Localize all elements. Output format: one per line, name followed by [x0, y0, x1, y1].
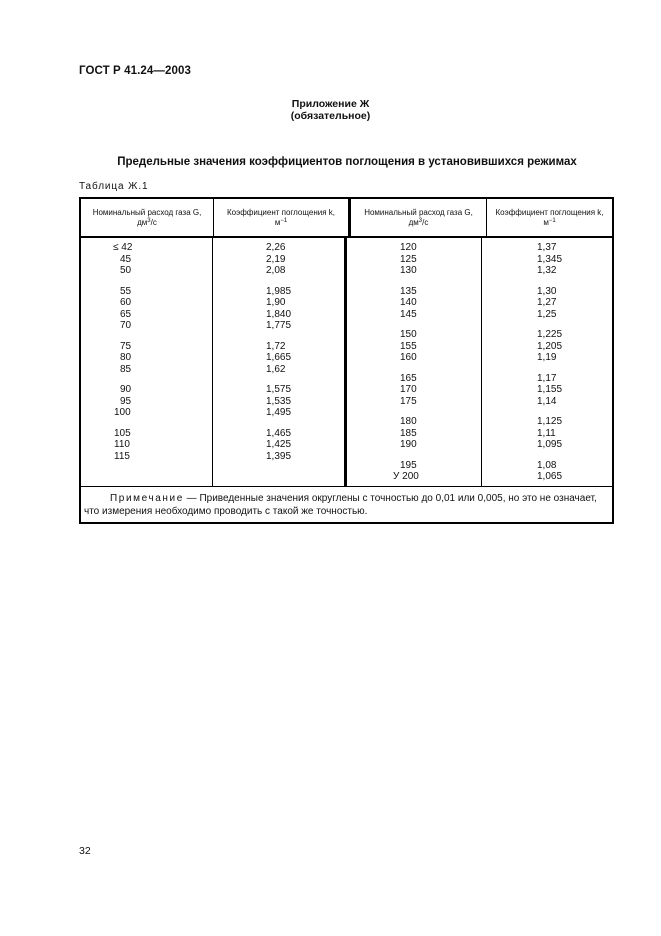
- header-gas-flow-left: Номинальный расход газа G, $дм^3/с$: [81, 199, 214, 236]
- table-row-group: 1,985 1,90 1,840 1,775: [266, 285, 292, 331]
- table-row-group: 2,26 2,19 2,08: [266, 242, 286, 276]
- table-caption: [79, 181, 148, 192]
- table-row-group: 1,30 1,27 1,25: [537, 285, 557, 320]
- column-gas-flow-right: [347, 238, 482, 486]
- table-row-group: 165 170 175: [400, 372, 417, 407]
- table-row-group: 105 110 115: [114, 427, 131, 462]
- column-gas-flow-left: [81, 238, 213, 486]
- header-gas-flow-right: Номинальный расход газа G, $дм^3/с$: [351, 199, 487, 236]
- table-row-group: 1,17 1,155 1,14: [537, 372, 563, 407]
- appendix-title: Приложение Ж: [291, 98, 370, 110]
- column-coefficient-right: [482, 238, 612, 486]
- header-coefficient-right: Коэффициент поглощения k, $м^{-1}$: [495, 207, 604, 227]
- table-row-group: 195 У 200: [393, 459, 419, 482]
- table-row-group: 135 140 145: [400, 285, 417, 320]
- table-row-group: 1,575 1,535 1,495: [266, 384, 292, 418]
- appendix-status: (обязательное): [290, 110, 371, 122]
- section-title: Предельные значения коэффициентов поглощения в установившихся режимах: [117, 156, 577, 168]
- table-row-group: 1,72 1,665 1,62: [266, 340, 292, 375]
- table-body: [81, 238, 612, 487]
- table-row-group: 1,125 1,11 1,095: [537, 416, 563, 450]
- header-coefficient-left: Коэффициент поглощения k, $м^{-1}$: [214, 199, 351, 236]
- table-caption-text: Таблица Ж.1: [79, 181, 149, 192]
- table-row-group: 120 125 130: [400, 242, 417, 276]
- page-number: 32: [79, 845, 91, 857]
- table-row-group: ≤ 42 45 50: [113, 242, 133, 276]
- note-text: — Приведенные значения округлены с точностью до 0,01 или 0,005, но это не означает, что измерения необходимо проводить с такой же точностью.: [84, 493, 597, 517]
- table-row-group: 1,08 1,065: [537, 459, 563, 482]
- table-row-group: 150 155 160: [400, 329, 417, 363]
- column-coefficient-left: [213, 238, 347, 486]
- document-code: ГОСТ Р 41.24—2003: [79, 65, 191, 77]
- table-row-group: 180 185 190: [400, 416, 417, 450]
- table-row-group: 1,225 1,205 1,19: [537, 329, 563, 363]
- table-row-group: 90 95 100: [114, 384, 132, 418]
- table-row-group: 75 80 85: [120, 340, 132, 375]
- table-header-row: [81, 199, 612, 238]
- table-row-group: 55 60 65 70: [120, 285, 132, 331]
- absorption-table: [79, 197, 614, 524]
- table-row-group: 1,465 1,425 1,395: [266, 427, 292, 462]
- note-label: Примечание: [110, 493, 184, 504]
- appendix-heading: [0, 98, 661, 122]
- table-note: [81, 487, 612, 522]
- table-row-group: 1,37 1,345 1,32: [537, 242, 563, 276]
